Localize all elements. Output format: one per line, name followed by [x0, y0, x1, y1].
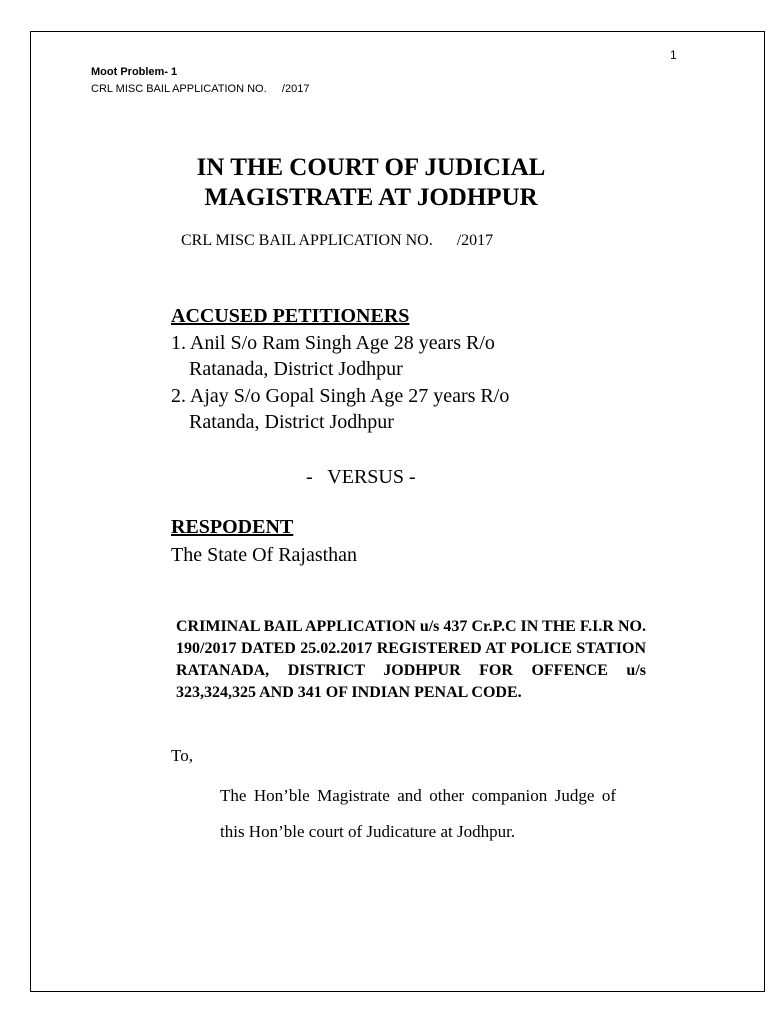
court-title-line1: IN THE COURT OF JUDICIAL: [196, 154, 546, 181]
versus-label: - VERSUS -: [306, 466, 416, 488]
respondent-heading: RESPODENT: [171, 516, 294, 538]
petitioner-2-line2: Ratanda, District Jodhpur: [189, 411, 394, 433]
court-title-line2: MAGISTRATE AT JODHPUR: [204, 184, 538, 211]
respondent-name: The State Of Rajasthan: [171, 544, 358, 566]
application-caption: CRIMINAL BAIL APPLICATION u/s 437 Cr.P.C IN THE F.I.R NO. 190/2017 DATED 25.02.2017 REGISTERED AT POLICE STATION RATANADA, DISTRICT JODHPUR FOR OFFENCE u/s 323,324,325 AND 341 OF INDIAN PENAL CODE.: [176, 618, 646, 701]
document-page: [30, 31, 765, 992]
page-number: 1: [670, 48, 677, 62]
petitioner-1-line2: Ratanada, District Jodhpur: [189, 358, 403, 380]
header-application-no: CRL MISC BAIL APPLICATION NO. /2017: [91, 83, 310, 95]
petitioners-heading: ACCUSED PETITIONERS: [171, 305, 410, 327]
petitioner-1-line1: 1. Anil S/o Ram Singh Age 28 years R/o: [171, 332, 495, 354]
moot-problem-label: Moot Problem- 1: [91, 66, 178, 78]
salutation: To,: [171, 746, 193, 765]
address-paragraph: The Hon’ble Magistrate and other companion Judge of this Hon’ble court of Judicature at Jodhpur.: [220, 786, 616, 841]
petitioner-2-line1: 2. Ajay S/o Gopal Singh Age 27 years R/o: [171, 385, 510, 407]
application-number: CRL MISC BAIL APPLICATION NO. /2017: [181, 232, 494, 249]
